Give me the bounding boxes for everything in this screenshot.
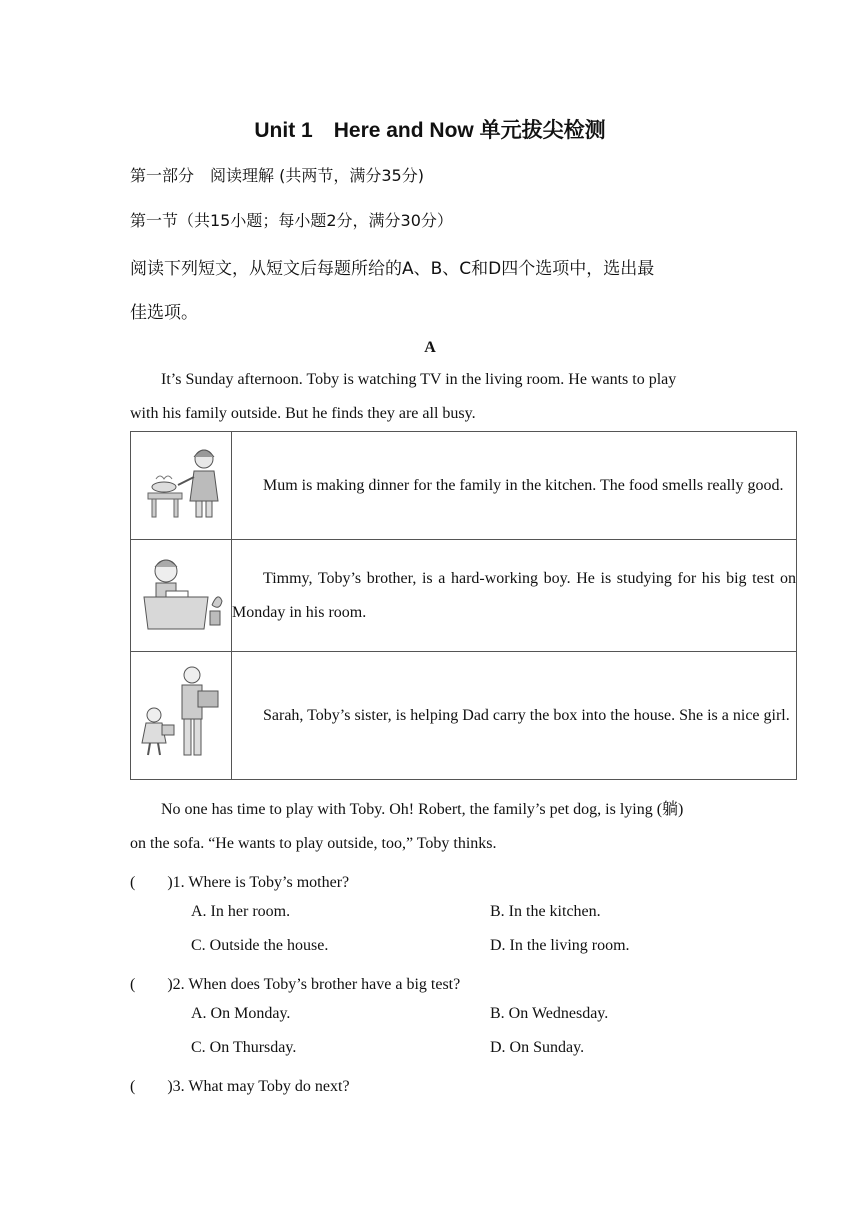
story-text-mum: Mum is making dinner for the family in the kitchen. The food smells really good. xyxy=(263,476,784,494)
question-1-option-d[interactable]: D. In the living room. xyxy=(490,937,630,954)
story-cell-sarah xyxy=(232,652,797,780)
outro-line-2: on the sofa. “He wants to play outside, too,” Toby thinks. xyxy=(130,835,497,852)
outro-line-1: No one has time to play with Toby. Oh! Robert, the family’s pet dog, is lying (躺) xyxy=(161,801,684,818)
boy-studying-icon xyxy=(136,551,226,635)
story-cell-timmy xyxy=(232,540,797,652)
section-heading: 第一节（共15小题；每小题2分，满分30分） xyxy=(130,211,453,230)
instruction-line-2: 佳选项。 xyxy=(130,303,198,323)
question-1-stem: ( )1. Where is Toby’s mother? xyxy=(130,874,350,891)
passage-label: A xyxy=(424,339,436,356)
question-1-option-a[interactable]: A. In her room. xyxy=(191,903,291,920)
question-2-stem: ( )2. When does Toby’s brother have a big test? xyxy=(130,976,461,993)
intro-line-2: with his family outside. But he finds they are all busy. xyxy=(130,405,476,422)
story-table xyxy=(130,431,797,780)
question-2-option-a[interactable]: A. On Monday. xyxy=(191,1005,291,1022)
question-1-option-c[interactable]: C. Outside the house. xyxy=(191,937,329,954)
question-2-option-c[interactable]: C. On Thursday. xyxy=(191,1039,297,1056)
table-row xyxy=(131,432,797,540)
question-1-option-b[interactable]: B. In the kitchen. xyxy=(490,903,601,920)
story-cell-mum xyxy=(232,432,797,540)
picture-cell xyxy=(131,540,232,652)
page-title: Unit 1 Here and Now 单元拔尖检测 xyxy=(254,119,606,142)
story-text-sarah: Sarah, Toby’s sister, is helping Dad carry the box into the house. She is a nice girl. xyxy=(263,706,790,724)
part-heading: 第一部分 阅读理解 (共两节，满分35分) xyxy=(130,166,424,185)
question-3-stem: ( )3. What may Toby do next? xyxy=(130,1078,350,1095)
picture-cell xyxy=(131,652,232,780)
question-2-option-d[interactable]: D. On Sunday. xyxy=(490,1039,585,1056)
picture-cell xyxy=(131,432,232,540)
story-text-timmy: Timmy, Toby’s brother, is a hard-working boy. He is studying for his big test on Monday in his room. xyxy=(232,569,796,621)
mum-cooking-icon xyxy=(138,443,224,523)
table-row xyxy=(131,540,797,652)
instruction-line-1: 阅读下列短文，从短文后每题所给的A、B、C和D四个选项中，选出最 xyxy=(130,259,655,279)
intro-line-1: It’s Sunday afternoon. Toby is watching TV in the living room. He wants to play xyxy=(161,371,677,388)
question-2-option-b[interactable]: B. On Wednesday. xyxy=(490,1005,609,1022)
girl-and-dad-carrying-box-icon xyxy=(136,663,226,763)
table-row xyxy=(131,652,797,780)
